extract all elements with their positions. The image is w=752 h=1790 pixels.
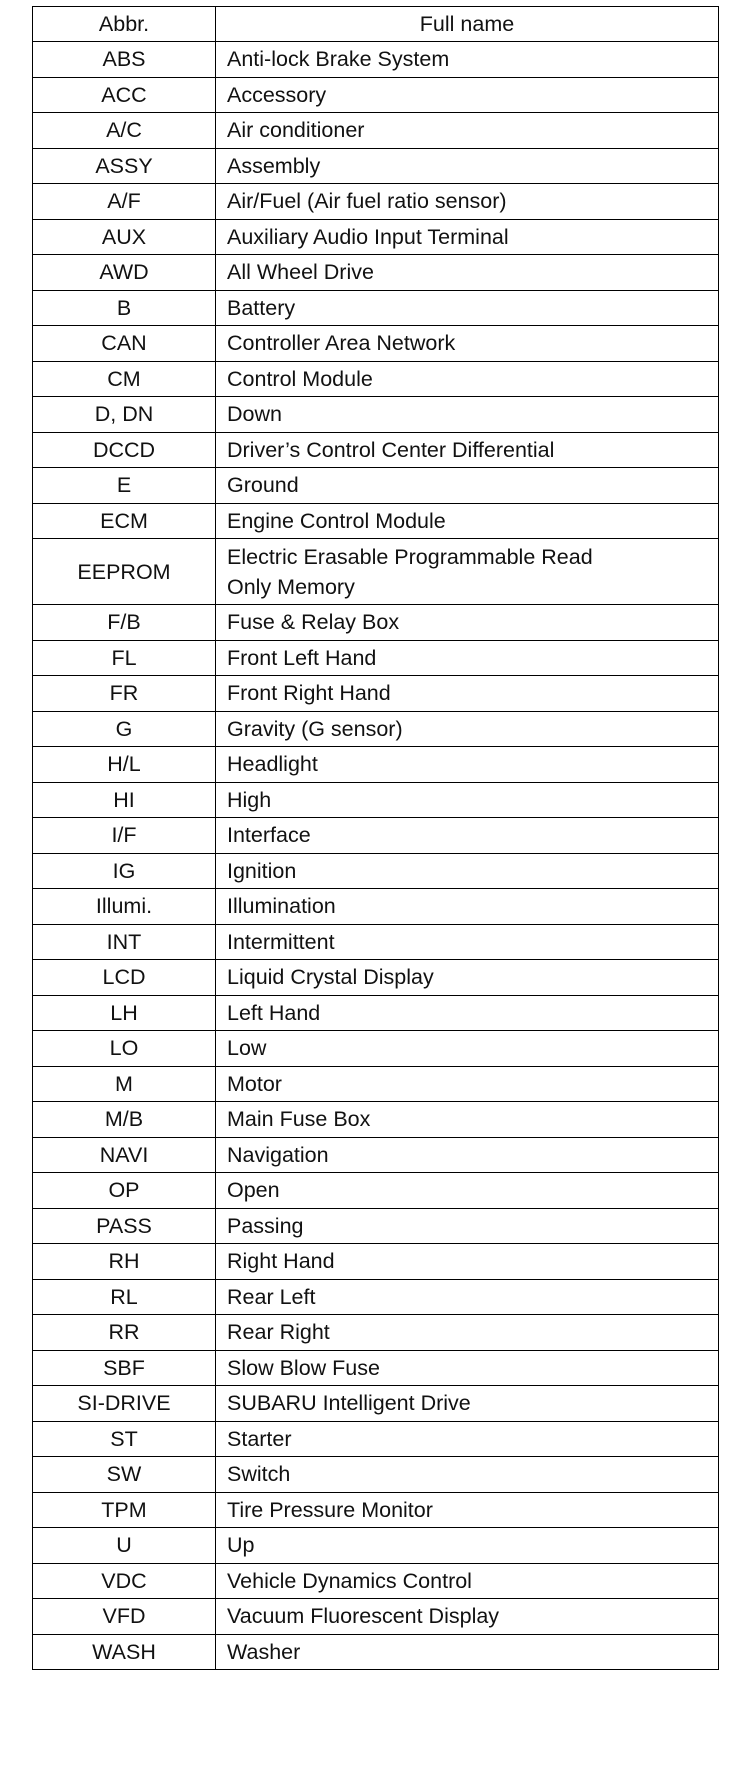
full-name-cell: Navigation xyxy=(216,1137,719,1173)
abbr-cell: CM xyxy=(33,361,216,397)
abbr-cell: PASS xyxy=(33,1208,216,1244)
table-row xyxy=(33,1457,719,1493)
abbr-cell: ECM xyxy=(33,503,216,539)
full-name-cell: Gravity (G sensor) xyxy=(216,711,719,747)
abbr-cell: RR xyxy=(33,1315,216,1351)
abbr-cell: D, DN xyxy=(33,397,216,433)
abbr-cell: Illumi. xyxy=(33,889,216,925)
abbr-cell: NAVI xyxy=(33,1137,216,1173)
abbr-cell: VDC xyxy=(33,1563,216,1599)
full-name-cell: Intermittent xyxy=(216,924,719,960)
table-row xyxy=(33,1634,719,1670)
table-row xyxy=(33,397,719,433)
table-row xyxy=(33,1102,719,1138)
abbreviation-table xyxy=(32,6,719,1670)
table-row xyxy=(33,1563,719,1599)
abbr-cell: B xyxy=(33,290,216,326)
full-name-cell: Left Hand xyxy=(216,995,719,1031)
full-name-cell: High xyxy=(216,782,719,818)
full-name-cell: Down xyxy=(216,397,719,433)
abbr-cell: CAN xyxy=(33,326,216,362)
abbr-cell: M xyxy=(33,1066,216,1102)
table-row xyxy=(33,503,719,539)
header-row xyxy=(33,7,719,42)
full-name-cell: Engine Control Module xyxy=(216,503,719,539)
full-name-cell: Vacuum Fluorescent Display xyxy=(216,1599,719,1635)
full-name-line: Electric Erasable Programmable Read xyxy=(227,544,593,569)
full-name-cell xyxy=(216,539,719,605)
abbr-cell: F/B xyxy=(33,605,216,641)
full-name-cell: Air conditioner xyxy=(216,113,719,149)
abbr-cell: WASH xyxy=(33,1634,216,1670)
table-row xyxy=(33,924,719,960)
full-name-cell: Driver’s Control Center Differential xyxy=(216,432,719,468)
full-name-cell: All Wheel Drive xyxy=(216,255,719,291)
table-row xyxy=(33,640,719,676)
full-name-cell: Liquid Crystal Display xyxy=(216,960,719,996)
table-row xyxy=(33,290,719,326)
full-name-cell: Accessory xyxy=(216,77,719,113)
full-name-cell: Headlight xyxy=(216,747,719,783)
full-name-cell: Passing xyxy=(216,1208,719,1244)
full-name-cell: Front Right Hand xyxy=(216,676,719,712)
abbr-cell: LO xyxy=(33,1031,216,1067)
table-row xyxy=(33,1315,719,1351)
abbr-cell: FR xyxy=(33,676,216,712)
abbr-cell: FL xyxy=(33,640,216,676)
abbr-cell: SI-DRIVE xyxy=(33,1386,216,1422)
full-name-cell: Low xyxy=(216,1031,719,1067)
table-row xyxy=(33,818,719,854)
abbr-cell: ACC xyxy=(33,77,216,113)
abbr-cell: DCCD xyxy=(33,432,216,468)
table-row xyxy=(33,995,719,1031)
abbr-cell: SW xyxy=(33,1457,216,1493)
table-row xyxy=(33,853,719,889)
table-row xyxy=(33,1386,719,1422)
abbr-cell: IG xyxy=(33,853,216,889)
abbr-cell: AUX xyxy=(33,219,216,255)
abbr-cell: ABS xyxy=(33,42,216,78)
abbr-cell: INT xyxy=(33,924,216,960)
abbr-cell: LH xyxy=(33,995,216,1031)
abbr-cell: SBF xyxy=(33,1350,216,1386)
full-name-cell: Slow Blow Fuse xyxy=(216,1350,719,1386)
table-row xyxy=(33,148,719,184)
table-body xyxy=(33,42,719,1670)
abbr-cell: TPM xyxy=(33,1492,216,1528)
full-name-cell: Up xyxy=(216,1528,719,1564)
header-full-name: Full name xyxy=(216,7,719,42)
header-abbr: Abbr. xyxy=(33,7,216,42)
abbr-cell: U xyxy=(33,1528,216,1564)
table-row xyxy=(33,889,719,925)
full-name-cell: Rear Left xyxy=(216,1279,719,1315)
full-name-cell: Control Module xyxy=(216,361,719,397)
full-name-cell: Ground xyxy=(216,468,719,504)
full-name-cell: Open xyxy=(216,1173,719,1209)
abbr-cell: EEPROM xyxy=(33,539,216,605)
table-row xyxy=(33,361,719,397)
full-name-cell: Starter xyxy=(216,1421,719,1457)
table-row xyxy=(33,676,719,712)
table-row xyxy=(33,1173,719,1209)
table-row xyxy=(33,255,719,291)
table-row xyxy=(33,711,719,747)
full-name-cell: Tire Pressure Monitor xyxy=(216,1492,719,1528)
abbr-cell: RL xyxy=(33,1279,216,1315)
full-name-cell: Switch xyxy=(216,1457,719,1493)
table-row xyxy=(33,326,719,362)
full-name-cell: Controller Area Network xyxy=(216,326,719,362)
table-row xyxy=(33,1244,719,1280)
table-row xyxy=(33,1350,719,1386)
table-row xyxy=(33,747,719,783)
table-row xyxy=(33,1599,719,1635)
table-row xyxy=(33,1208,719,1244)
table-row xyxy=(33,782,719,818)
table-row xyxy=(33,1421,719,1457)
table-row xyxy=(33,960,719,996)
abbr-cell: HI xyxy=(33,782,216,818)
abbr-cell: VFD xyxy=(33,1599,216,1635)
abbr-cell: E xyxy=(33,468,216,504)
table-row xyxy=(33,432,719,468)
abbr-cell: M/B xyxy=(33,1102,216,1138)
abbr-cell: OP xyxy=(33,1173,216,1209)
abbr-cell: AWD xyxy=(33,255,216,291)
table-row xyxy=(33,1528,719,1564)
table-row xyxy=(33,219,719,255)
table-header xyxy=(33,7,719,42)
full-name-cell: Interface xyxy=(216,818,719,854)
full-name-cell: Auxiliary Audio Input Terminal xyxy=(216,219,719,255)
full-name-cell: Battery xyxy=(216,290,719,326)
abbr-cell: A/F xyxy=(33,184,216,220)
table-row xyxy=(33,1066,719,1102)
table-row xyxy=(33,539,719,605)
full-name-cell: Assembly xyxy=(216,148,719,184)
table-row xyxy=(33,1137,719,1173)
abbr-cell: H/L xyxy=(33,747,216,783)
full-name-cell: Washer xyxy=(216,1634,719,1670)
abbr-cell: RH xyxy=(33,1244,216,1280)
table-row xyxy=(33,42,719,78)
abbr-cell: A/C xyxy=(33,113,216,149)
full-name-cell: SUBARU Intelligent Drive xyxy=(216,1386,719,1422)
table-row xyxy=(33,184,719,220)
table-row xyxy=(33,468,719,504)
full-name-cell: Illumination xyxy=(216,889,719,925)
full-name-cell: Front Left Hand xyxy=(216,640,719,676)
abbr-cell: I/F xyxy=(33,818,216,854)
abbr-cell: LCD xyxy=(33,960,216,996)
abbr-cell: ST xyxy=(33,1421,216,1457)
full-name-line: Only Memory xyxy=(227,574,355,599)
full-name-cell: Air/Fuel (Air fuel ratio sensor) xyxy=(216,184,719,220)
full-name-cell: Vehicle Dynamics Control xyxy=(216,1563,719,1599)
full-name-cell: Motor xyxy=(216,1066,719,1102)
table-row xyxy=(33,1031,719,1067)
table-row xyxy=(33,77,719,113)
abbr-cell: ASSY xyxy=(33,148,216,184)
table-row xyxy=(33,1279,719,1315)
full-name-cell: Anti-lock Brake System xyxy=(216,42,719,78)
full-name-cell: Rear Right xyxy=(216,1315,719,1351)
table-row xyxy=(33,1492,719,1528)
table-row xyxy=(33,113,719,149)
abbr-cell: G xyxy=(33,711,216,747)
full-name-cell: Fuse & Relay Box xyxy=(216,605,719,641)
full-name-cell: Right Hand xyxy=(216,1244,719,1280)
full-name-cell: Main Fuse Box xyxy=(216,1102,719,1138)
table-row xyxy=(33,605,719,641)
full-name-cell: Ignition xyxy=(216,853,719,889)
